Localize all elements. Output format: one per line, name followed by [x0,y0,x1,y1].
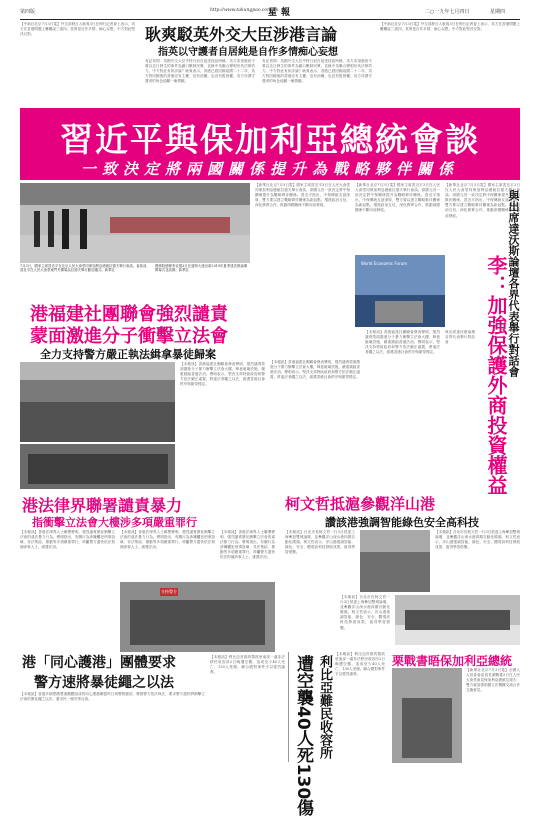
top-body-2: 有記者問：英國外交大臣亨特日前在接受採訪時稱，英方希望港府不要以近日發生的事件為藉口壓制民眾，並稱中英聯合聲明仍具法律效力。中方對此有何評論？耿爽表示，香港已經回歸祖國二十二年，英方對回歸後的香港沒有主權，沒有治權，也沒有監督權。英方所謂守護者的角色純屬一廂情願。 [262,59,372,84]
banner-subtitle: 一致決定將兩國關係提升為戰略夥伴關係 [80,160,459,178]
fujian-meeting-photo [20,362,175,442]
libya-body-2: 【本報訊】利比亞首都的黎波里東部一處非法移民收容所2日晚遭空襲，造成至少40人死亡、130人受傷。聯合國對事件予以強烈譴責。 [335,652,385,677]
xi-ceremony-photo [20,183,250,263]
lawyers-group-photo [120,582,275,652]
right-story2-body-1: 【本報訊】台北市長柯文哲一行3日抵達上海參加雙城論壇，並參觀洋山深水港四期自動化碼頭。柯文哲表示，洋山港強調智能、綠色、安全，體現高科技發展成果，值得學習借鑒。 [285,530,355,555]
right-story2-body-2: 【本報訊】台北市長柯文哲一行3日抵達上海參加雙城論壇，並參觀洋山深水港四期自動化碼頭。柯文哲表示，洋山港強調智能、綠色、安全，體現高科技發展成果，值得學習借鑒。 [435,530,520,550]
left-story3-headline: 港「同心護港」團體要求 [22,655,176,671]
issue-date: 二○一九年七月四日 [425,9,470,15]
top-subhead: 指英以守護者自居純是自作多情痴心妄想 [158,47,338,58]
right-story2-body-3: 【本報訊】台北市長柯文哲一行3日抵達上海參加雙城論壇，並參觀洋山深水港四期自動化碼頭。柯文哲表示，洋山港強調智能、綠色、安全，體現高科技發展成果，值得學習借鑒。 [340,595,390,630]
bottom-right-headline: 栗戰書晤保加利亞總統 [392,654,513,668]
bottom-right-body: 【新華社北京7月3日電】全國人大常委會委員長栗戰書3日在人民大會堂會見保加利亞總統拉德夫，雙方就加強兩國立法機構交流合作交換意見。 [466,668,520,693]
masthead [20,5,520,19]
banner-body-2: 【新華社北京7月3日電】國家主席習近平3日在人民大會堂同保加利亞總統拉德夫舉行會談。兩國元首一致決定將中保關係提升為戰略夥伴關係。習近平指出，中保傳統友誼深厚，雙方要以建立戰略夥伴關係為新起點，增進政治互信，深化務實合作，推動兩國關係不斷向前發展。 [355,183,440,213]
banner-body-3: 【新華社北京7月3日電】國家主席習近平3日在人民大會堂同保加利亞總統拉德夫舉行會談。兩國元首一致決定將中保關係提升為戰略夥伴關係。習近平指出，中保傳統友誼深厚，雙方要以建立戰略夥伴關係為新起點，增進政治互信，深化務實合作，推動兩國關係不斷向前發展。 [445,183,520,218]
left-story2-body-1: 【本報訊】香港法律界人士聯署聲明，強烈譴責暴徒衝擊立法會的違法暴力行為。聲明指出，有關行為涉嫌觸犯刑事毀壞、非法集結、暴動等多項嚴重罪行，呼籲警方盡快依法拘捕涉事人士，維護法治。 [20,530,115,550]
masthead-rule [20,19,520,20]
ko-wen-je-photo [360,530,430,592]
right-vertical-headline: 李：加強保護外商投資權益 [484,255,508,495]
left-story1-body-3: 【本報訊】香港福建社團聯會發表聲明，強烈譴責蒙面激進分子暴力衝擊立法會大樓，肆意破壞設施，嚴重踐踏香港法治。聲明表示，堅決支持特區政府和警方依法嚴正處置，將違法者繩之以法，維護香港社會秩序與繁榮穩定。 [365,330,440,355]
libya-divider [288,652,289,762]
left-story2-body-2: 【本報訊】香港法律界人士聯署聲明，強烈譴責暴徒衝擊立法會的違法暴力行為。聲明指出，有關行為涉嫌觸犯刑事毀壞、非法集結、暴動等多項嚴重罪行，呼籲警方盡快依法拘捕涉事人士，維護法治。 [120,530,215,550]
top-left-column: 【中新社北京7月3日電】外交部發言人耿爽3日在例行記者會上表示，英方在香港問題上屢屢說三道四，其實是自作多情、痴心妄想。中方對此堅決反對。 [20,22,135,37]
top-body-1: 有記者問：英國外交大臣亨特日前在接受採訪時稱，英方希望港府不要以近日發生的事件為藉口壓制民眾，並稱中英聯合聲明仍具法律效力。中方對此有何評論？耿爽表示，香港已經回歸祖國二十二年，英方對回歸後的香港沒有主權，沒有治權，也沒有監督權。英方所謂守護者的角色純屬一廂情願。 [145,59,255,84]
left-story2-body-3: 【本報訊】香港法律界人士聯署聲明，強烈譴責暴徒衝擊立法會的違法暴力行為。聲明指出，有關行為涉嫌觸犯刑事毀壞、非法集結、暴動等多項嚴重罪行，呼籲警方盡快依法拘捕涉事人士，維護法治。 [220,530,275,560]
left-story1-headline1: 港福建社團聯會強烈譴責 [30,304,228,325]
right-vertical-subhead: 與出席達沃斯論壇各界代表舉行對話會 [507,190,520,377]
issue-weekday: 星期四 [490,9,506,15]
yangshan-port-photo [395,595,520,645]
left-story3-body: 【本報訊】香港多個愛國愛港團體組成的同心護港聯盟昨日到警察總部，聲援警方依法執法，要求警方盡快將衝擊立法會的暴徒繩之以法，還市民一個安寧社會。 [20,692,205,702]
left-story1-body-2: 【本報訊】香港福建社團聯會發表聲明，強烈譴責蒙面激進分子暴力衝擊立法會大樓，肆意破壞設施，嚴重踐踏香港法治。聲明表示，堅決支持特區政府和警方依法嚴正處置，將違法者繩之以法，維護香港社會秩序與繁榮穩定。 [270,360,360,380]
right-vertical-body: 與出席達沃斯論壇各界代表舉行對話會 [445,330,475,345]
dalian-forum-photo [355,255,445,327]
masthead-url: http://www.takungpao.com.hk [210,8,279,13]
left-story1-headline2: 蒙面激進分子衝擊立法會 [30,326,228,347]
dalian-photo-caption: 國務院總理李克強3日在遼寧大連出席2019年夏季達沃斯論壇開幕式並致辭。新華社 [155,264,248,273]
top-body-3: 【中新社北京7月3日電】外交部發言人耿爽3日在例行記者會上表示，英方在香港問題上屢屢說三道四，其實是自作多情、痴心妄想。中方對此堅決反對。 [380,22,520,32]
left-story1-body-1: 【本報訊】香港福建社團聯會發表聲明，強烈譴責蒙面激進分子暴力衝擊立法會大樓，肆意破壞設施，嚴重踐踏香港法治。聲明表示，堅決支持特區政府和警方依法嚴正處置，將違法者繩之以法，維護香港社會秩序與繁榮穩定。 [180,362,265,387]
left-story2-subhead: 指衝擊立法會大樓涉多項嚴重罪行 [32,516,197,529]
paper-name: 星報 [268,8,295,18]
page-number: 第四版 [20,9,36,15]
banner-title: 習近平與保加利亞總統會談 [60,120,480,159]
li-zhanshu-photo [392,668,462,763]
libya-body-1: 【本報訊】利比亞首都的黎波里東部一處非法移民收容所2日晚遭空襲，造成至少40人死亡、130人受傷。聯合國對事件予以強烈譴責。 [210,655,285,675]
banner [20,108,520,180]
libya-headline-2: 遭空襲40人死130傷 [293,655,313,816]
right-story2-headline: 柯文哲抵滬參觀洋山港 [285,495,436,513]
fujian-group-photo [20,444,175,489]
left-story1-subhead: 全力支持警方嚴正執法緝拿暴徒歸案 [40,348,216,361]
top-headline: 耿爽駁英外交大臣涉港言論 [145,25,338,44]
forum-sign: World Economic Forum [361,261,408,266]
right-story2-subhead: 讚該港強調智能綠色安全高科技 [325,516,479,529]
left-story2-headline: 港法律界聯署譴責暴力 [22,496,183,515]
left-story3-subhead: 警方速將暴徒繩之以法 [34,675,174,691]
libya-headline-1: 利比亞難民收容所 [317,655,332,759]
police-sign-label: 支持警方 [161,589,177,594]
xi-photo-caption: 7月3日，國家主席習近平在北京人民大會堂同保加利亞總統拉德夫舉行會談。會談前，習近平在人民大會堂東門外廣場為拉德夫舉行歡迎儀式。新華社 [20,264,150,273]
banner-body-1: 【新華社北京7月3日電】國家主席習近平3日在人民大會堂同保加利亞總統拉德夫舉行會談。兩國元首一致決定將中保關係提升為戰略夥伴關係。習近平指出，中保傳統友誼深厚，雙方要以建立戰略夥伴關係為新起點，增進政治互信，深化務實合作，推動兩國關係不斷向前發展。 [255,183,350,208]
